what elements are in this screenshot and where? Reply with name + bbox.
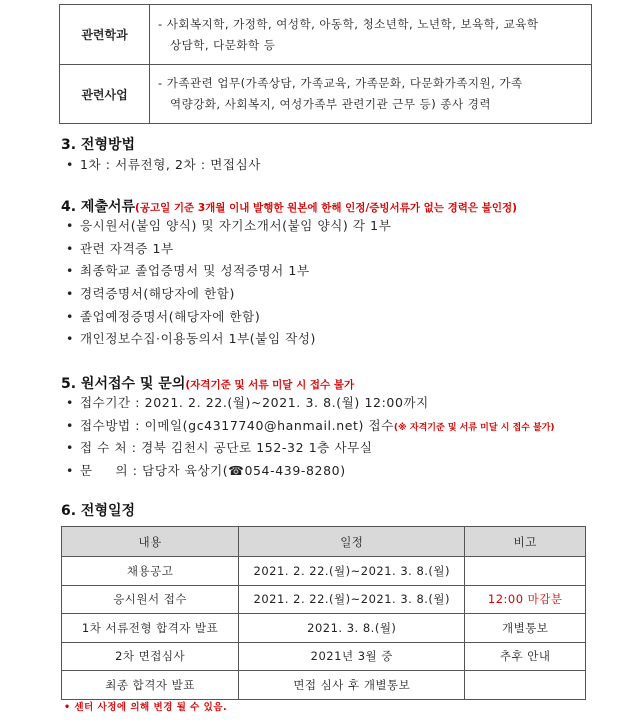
table-cell <box>465 557 586 586</box>
table-cell: 최종 합격자 발표 <box>62 671 239 700</box>
table-row <box>62 642 586 671</box>
table-cell: 2021. 3. 8.(월) <box>239 614 465 643</box>
list-item: • 개인정보수집·이용동의서 1부(붙임 작성) <box>66 331 317 347</box>
list-item: • 졸업예정증명서(해당자에 한함) <box>66 308 261 324</box>
table-cell: 응시원서 접수 <box>62 585 239 614</box>
section-3-title: 3. 전형방법 <box>61 137 136 153</box>
section-4-header <box>61 196 517 216</box>
column-header: 비고 <box>465 527 586 557</box>
table-row <box>62 557 586 586</box>
section-5-note: (자격기준 및 서류 미달 시 접수 불가 <box>185 379 355 391</box>
list-item: • 문 의 : 담당자 육상기(☎054-439-8280) <box>66 463 346 479</box>
list-item: • 경력증명서(해당자에 한함) <box>66 286 235 302</box>
table-cell: 12:00 마감분 <box>465 585 586 614</box>
inline-note: (※ 자격기준 및 서류 미달 시 접수 불가) <box>393 422 555 433</box>
list-item: • 응시원서(붙임 양식) 및 자기소개서(붙임 양식) 각 1부 <box>66 218 392 233</box>
section-5-header <box>61 373 354 393</box>
row-value <box>150 5 592 65</box>
list-item: • 접수기간 : 2021. 2. 22.(월)~2021. 3. 8.(월) 12:00까지 <box>66 395 429 410</box>
list-item: • 접수방법 : 이메일(gc4317740@hanmail.net) 접수(※ 자격기준 및 서류 미달 시 접수 불가) <box>66 417 555 433</box>
table-cell: 2차 면접심사 <box>62 642 239 671</box>
table-cell: 1차 서류전형 합격자 발표 <box>62 614 239 643</box>
section-4-note: (공고일 기준 3개월 이내 발행한 원본에 한해 인정/증빙서류가 없는 경력은 불인정) <box>135 202 517 214</box>
table-cell: 2021. 2. 22.(월)~2021. 3. 8.(월) <box>239 585 465 614</box>
row-value <box>150 65 592 124</box>
table-row <box>62 671 586 700</box>
table-cell: 2021년 3월 중 <box>239 642 465 671</box>
row-label: 관련학과 <box>60 5 150 65</box>
table-row <box>60 5 592 65</box>
table-cell <box>465 671 586 700</box>
qualification-table <box>59 4 592 124</box>
row-value-line: 역량강화, 사회복지, 여성가족부 관련기관 근무 등) 종사 경력 <box>170 97 491 111</box>
row-label: 관련사업 <box>60 65 150 124</box>
table-row <box>62 614 586 643</box>
footnote: • 센터 사정에 의해 변경 될 수 있음. <box>64 702 228 713</box>
table-cell: 면접 심사 후 개별통보 <box>239 671 465 700</box>
row-value-line: - 사회복지학, 가정학, 여성학, 아동학, 청소년학, 노년학, 보육학, 교육학 <box>158 16 539 31</box>
table-header-row <box>62 527 586 557</box>
table-cell: 2021. 2. 22.(월)~2021. 3. 8.(월) <box>239 557 465 586</box>
section-4-title: 4. 제출서류 <box>61 199 136 215</box>
list-item: • 관련 자격증 1부 <box>66 240 174 256</box>
table-cell: 개별통보 <box>465 614 586 643</box>
table-row <box>62 585 586 614</box>
list-item: • 최종학교 졸업증명서 및 성적증명서 1부 <box>66 263 310 279</box>
list-item: • 1차 : 서류전형, 2차 : 면접심사 <box>66 157 261 172</box>
section-5-list <box>66 392 555 483</box>
column-header: 내용 <box>62 527 239 557</box>
schedule-table <box>61 526 586 700</box>
section-3-list <box>66 154 261 177</box>
row-value-line: 상담학, 다문화학 등 <box>170 37 276 52</box>
table-row <box>60 65 592 124</box>
table-cell: 채용공고 <box>62 557 239 586</box>
section-5-title: 5. 원서접수 및 문의 <box>61 376 186 392</box>
row-value-line: - 가족관련 업무(가족상담, 가족교육, 가족문화, 다문화가족지원, 가족 <box>158 76 523 90</box>
column-header: 일정 <box>239 527 465 557</box>
section-6-title: 6. 전형일정 <box>61 503 136 519</box>
list-item: • 접 수 처 : 경북 김천시 공단로 152-32 1층 사무실 <box>66 440 373 456</box>
section-4-list <box>66 215 391 351</box>
table-cell: 추후 안내 <box>465 642 586 671</box>
